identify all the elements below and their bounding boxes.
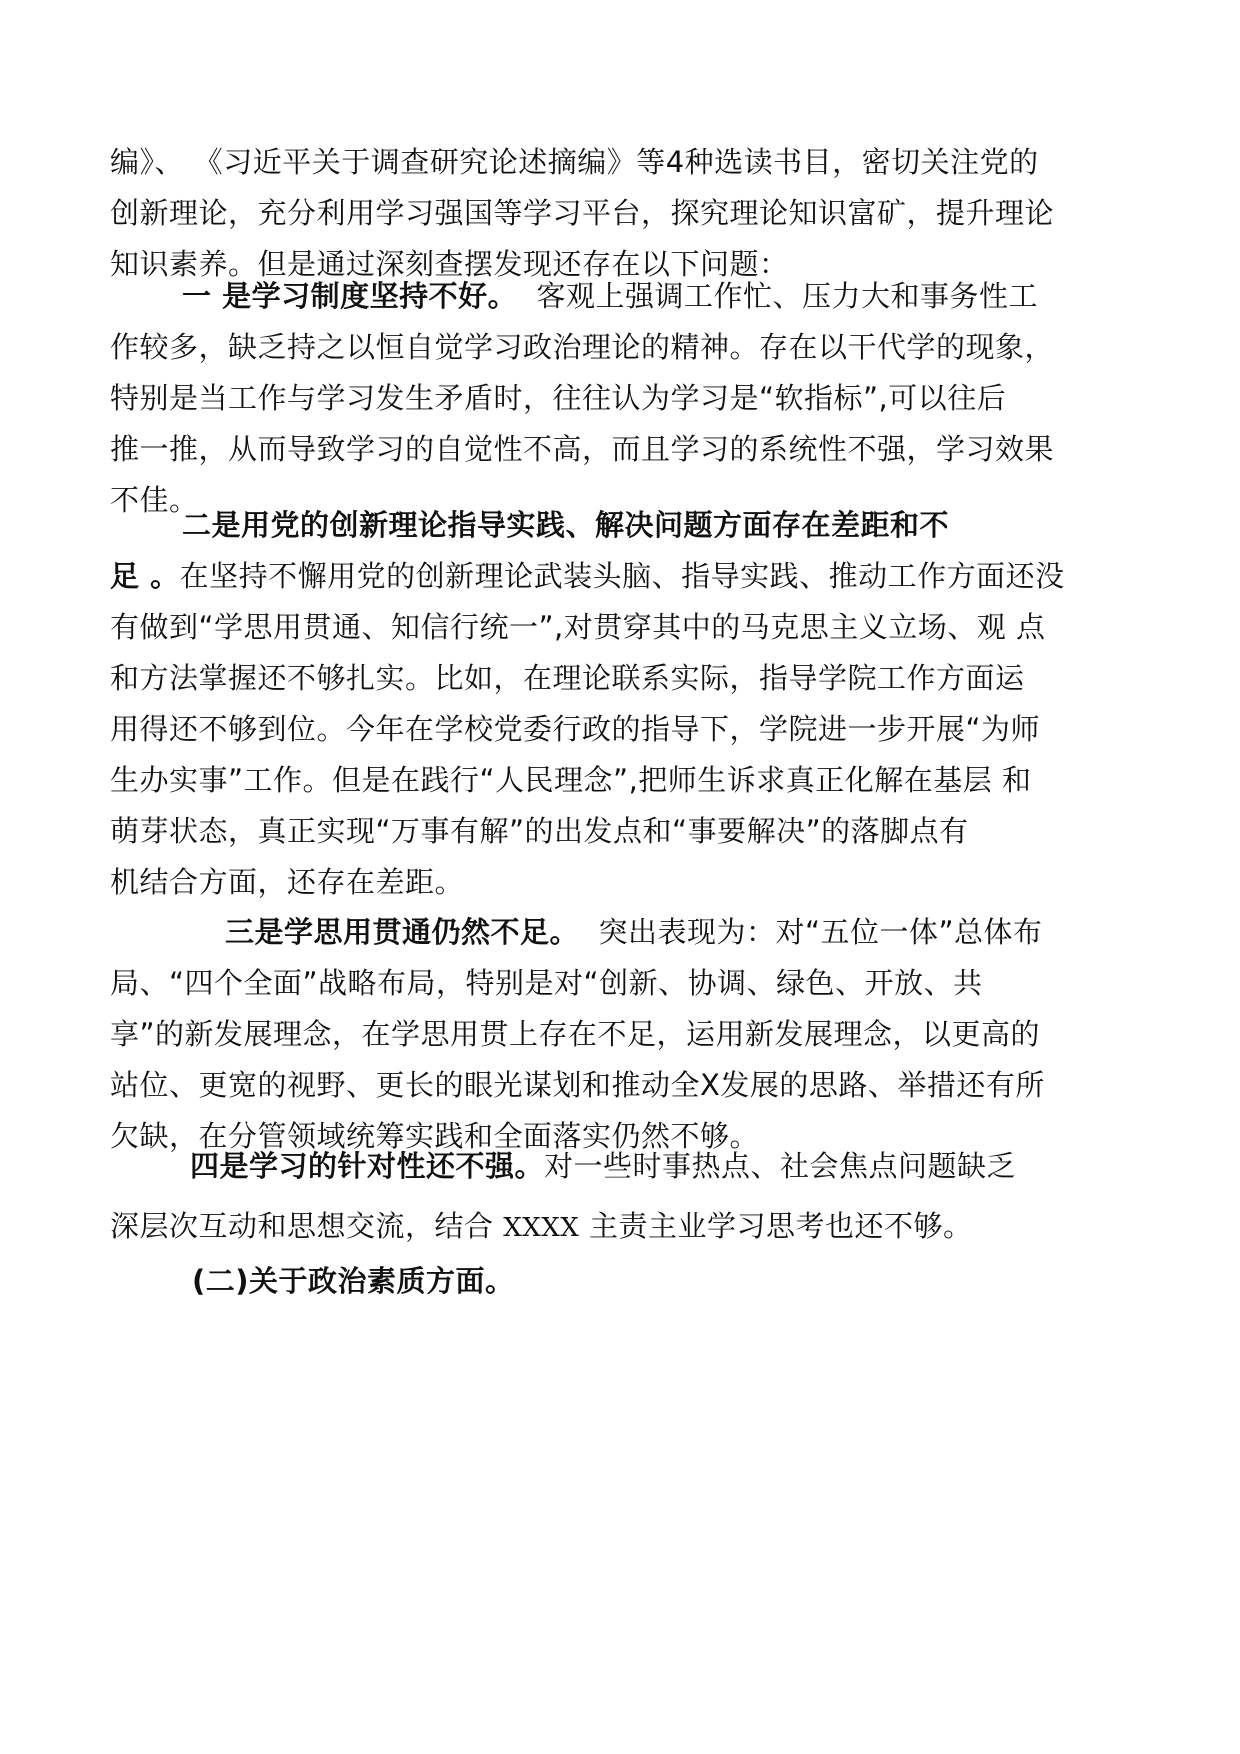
- item-4-first-line: [110, 1136, 1130, 1196]
- item-1-line: 推一推，从而导致学习的自觉性不高，而且学习的系统性不强，学习效果: [110, 432, 1055, 466]
- item-4-text: 对一些时事热点、社会焦点问题缺乏: [544, 1149, 1017, 1183]
- section-2-paragraph: [110, 1256, 1130, 1307]
- item-2-paragraph: [110, 500, 1130, 908]
- item-2-line: 用得还不够到位。今年在学校党委行政的指导下，学院进一步开展“为师: [110, 712, 1041, 746]
- item-1-heading: 一 是学习制度坚持不好。: [182, 279, 518, 313]
- item-3-first-line: [110, 907, 1130, 958]
- item-4-second-line: [110, 1196, 1130, 1258]
- item-4-text-after: 主责主业学习思考也还不够。: [579, 1209, 973, 1243]
- item-4-placeholder: XXXX: [503, 1213, 580, 1243]
- item-2-heading-end: 足 。: [110, 559, 180, 593]
- item-4-paragraph: [110, 1136, 1130, 1258]
- intro-line: 知识素养。但是通过深刻查摆发现还存在以下问题：: [110, 247, 789, 281]
- intro-paragraph: [110, 137, 1130, 290]
- item-1-text: 客观上强调工作忙、压力大和事务性工: [517, 279, 1039, 313]
- item-3-line: 享”的新发展理念，在学思用贯上存在不足，运用新发展理念，以更高的: [110, 1017, 1041, 1051]
- section-2-heading: (二)关于政治素质方面。: [192, 1264, 515, 1298]
- item-2-line: 生办实事”工作。但是在践行“人民理念”,把师生诉求真正化解在基层 和: [110, 763, 1032, 797]
- item-2-heading: 二是用党的创新理论指导实践、解决问题方面存在差距和不: [182, 508, 950, 542]
- item-3-line: 站位、更宽的视野、更长的眼光谋划和推动全X发展的思路、举措还有所: [110, 1068, 1045, 1102]
- item-2-line: 萌芽状态，真正实现“万事有解”的出发点和“事要解决”的落脚点有: [110, 814, 969, 848]
- item-1-line: 作较多，缺乏持之以恒自觉学习政治理论的精神。存在以干代学的现象，: [110, 330, 1055, 364]
- item-1-line: 特别是当工作与学习发生矛盾时，往往认为学习是“软指标”,可以往后: [110, 381, 1007, 415]
- item-1-first-line: [110, 271, 1130, 322]
- item-3-line: 局、“四个全面”战略布局，特别是对“创新、协调、绿色、开放、共: [110, 966, 983, 1000]
- item-3-line: 欠缺，在分管领域统筹实践和全面落实仍然不够。: [110, 1119, 760, 1153]
- item-2-line: 和方法掌握还不够扎实。比如，在理论联系实际，指导学院工作方面运: [110, 661, 1025, 695]
- item-3-heading: 三是学思用贯通仍然不足。: [225, 915, 580, 949]
- item-3-text: 突出表现为：对“五位一体”总体布: [579, 915, 1043, 949]
- item-2-line: 机结合方面，还存在差距。: [110, 865, 465, 899]
- intro-line: 编》、 《习近平关于调查研究论述摘编》等4种选读书目，密切关注党的: [110, 145, 1039, 179]
- item-1-line: 不佳。: [110, 483, 199, 517]
- item-1-paragraph: [110, 271, 1130, 526]
- item-2-line: 有做到“学思用贯通、知信行统一”,对贯穿其中的马克思主义立场、观 点: [110, 610, 1046, 644]
- item-2-text: 在坚持不懈用党的创新理论武装头脑、指导实践、推动工作方面还没: [179, 559, 1065, 593]
- item-4-heading: 四是学习的针对性还不强。: [190, 1149, 545, 1183]
- item-2-second-line: [110, 551, 1130, 602]
- item-4-text-before: 深层次互动和思想交流，结合: [110, 1209, 504, 1243]
- intro-line: 创新理论，充分利用学习强国等学习平台，探究理论知识富矿，提升理论: [110, 196, 1055, 230]
- item-3-paragraph: [110, 907, 1130, 1162]
